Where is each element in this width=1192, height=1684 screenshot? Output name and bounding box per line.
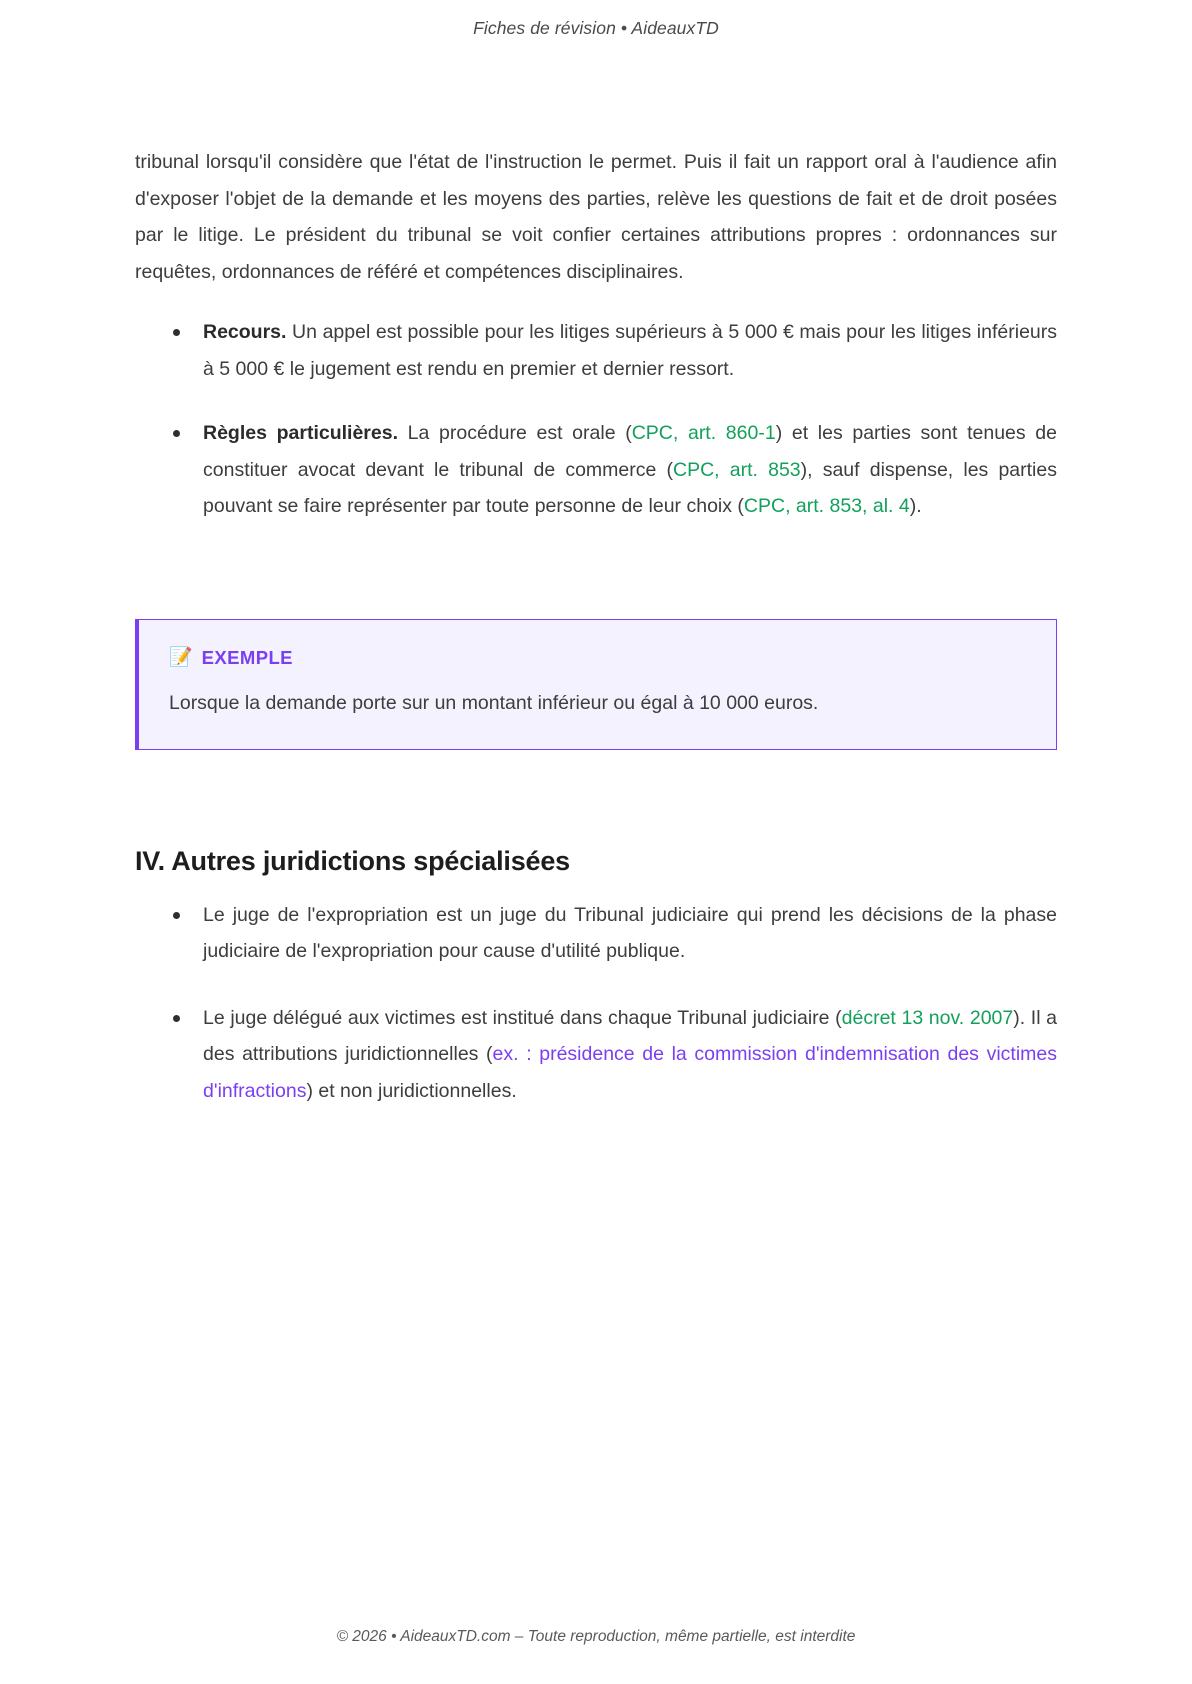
list-item	[135, 415, 1057, 525]
running-footer: © 2026 • AideauxTD.com – Toute reproduction, même partielle, est interdite	[336, 1628, 856, 1645]
section-heading: IV. Autres juridictions spécialisées	[135, 845, 570, 876]
legal-reference-decret-2007: décret 13 nov. 2007	[841, 1006, 1014, 1029]
example-note-civi: ex. : présidence de la commission d'indemnisation des victimes d'infractions	[203, 1043, 1057, 1102]
legal-reference-cpc-860-1: CPC, art. 860-1	[631, 422, 776, 444]
bullet-list-secondary	[135, 897, 1057, 1110]
callout-body: Lorsque la demande porte sur un montant inférieur ou égal à 10 000 euros.	[169, 691, 819, 714]
lead-paragraph: tribunal lorsqu'il considère que l'état de l'instruction le permet. Puis il fait un rapport oral à l'audience afin d'exposer l'objet de la demande et les moyens des parties, relève les questions de fait et de droit posées par le litige. Le président du tribunal se voit confier certaines attributions propres : ordonnances sur requêtes, ordonnances de référé et compétences disciplinaires.	[135, 151, 1057, 283]
page-content	[0, 52, 1192, 1628]
bullet-text: La procédure est orale (	[398, 422, 632, 444]
bullet-text: ), sauf dispense, les parties pouvant se faire représenter par toute personne de leur choix (	[203, 458, 1057, 517]
bullet-term-regles-particulieres: Règles particulières.	[203, 422, 399, 444]
callout-label: EXEMPLE	[201, 646, 293, 668]
bullet-term-recours: Recours.	[203, 321, 287, 343]
bullet-text: Un appel est possible pour les litiges supérieurs à 5 000 € mais pour les litiges inférieurs à 5 000 € le jugement est rendu en premier et dernier ressort.	[203, 321, 1057, 380]
running-header: Fiches de révision • AideauxTD	[473, 18, 719, 38]
bullet-text: ) et les parties sont tenues de constituer avocat devant le tribunal de commerce (	[203, 422, 1057, 481]
memo-icon: 📝	[169, 647, 193, 668]
callout-header	[169, 647, 1026, 669]
bullet-list-primary	[135, 314, 1057, 525]
legal-reference-cpc-853-al-4: CPC, art. 853, al. 4	[743, 495, 910, 517]
list-item	[135, 1000, 1057, 1110]
list-item	[135, 897, 1057, 970]
bullet-text: ).	[909, 495, 922, 517]
bullet-text: Le juge de l'expropriation est un juge du Tribunal judiciaire qui prend les décisions de la phase judiciaire de l'expropriation pour cause d'utilité publique.	[203, 903, 1057, 962]
legal-reference-cpc-853: CPC, art. 853	[673, 458, 801, 481]
example-callout	[135, 619, 1057, 750]
bullet-text: ). Il a des attributions juridictionnelles (	[203, 1006, 1058, 1065]
bullet-text: ) et non juridictionnelles.	[306, 1079, 517, 1102]
list-item	[135, 314, 1057, 387]
bullet-text: Le juge délégué aux victimes est institué dans chaque Tribunal judiciaire (	[203, 1006, 842, 1029]
